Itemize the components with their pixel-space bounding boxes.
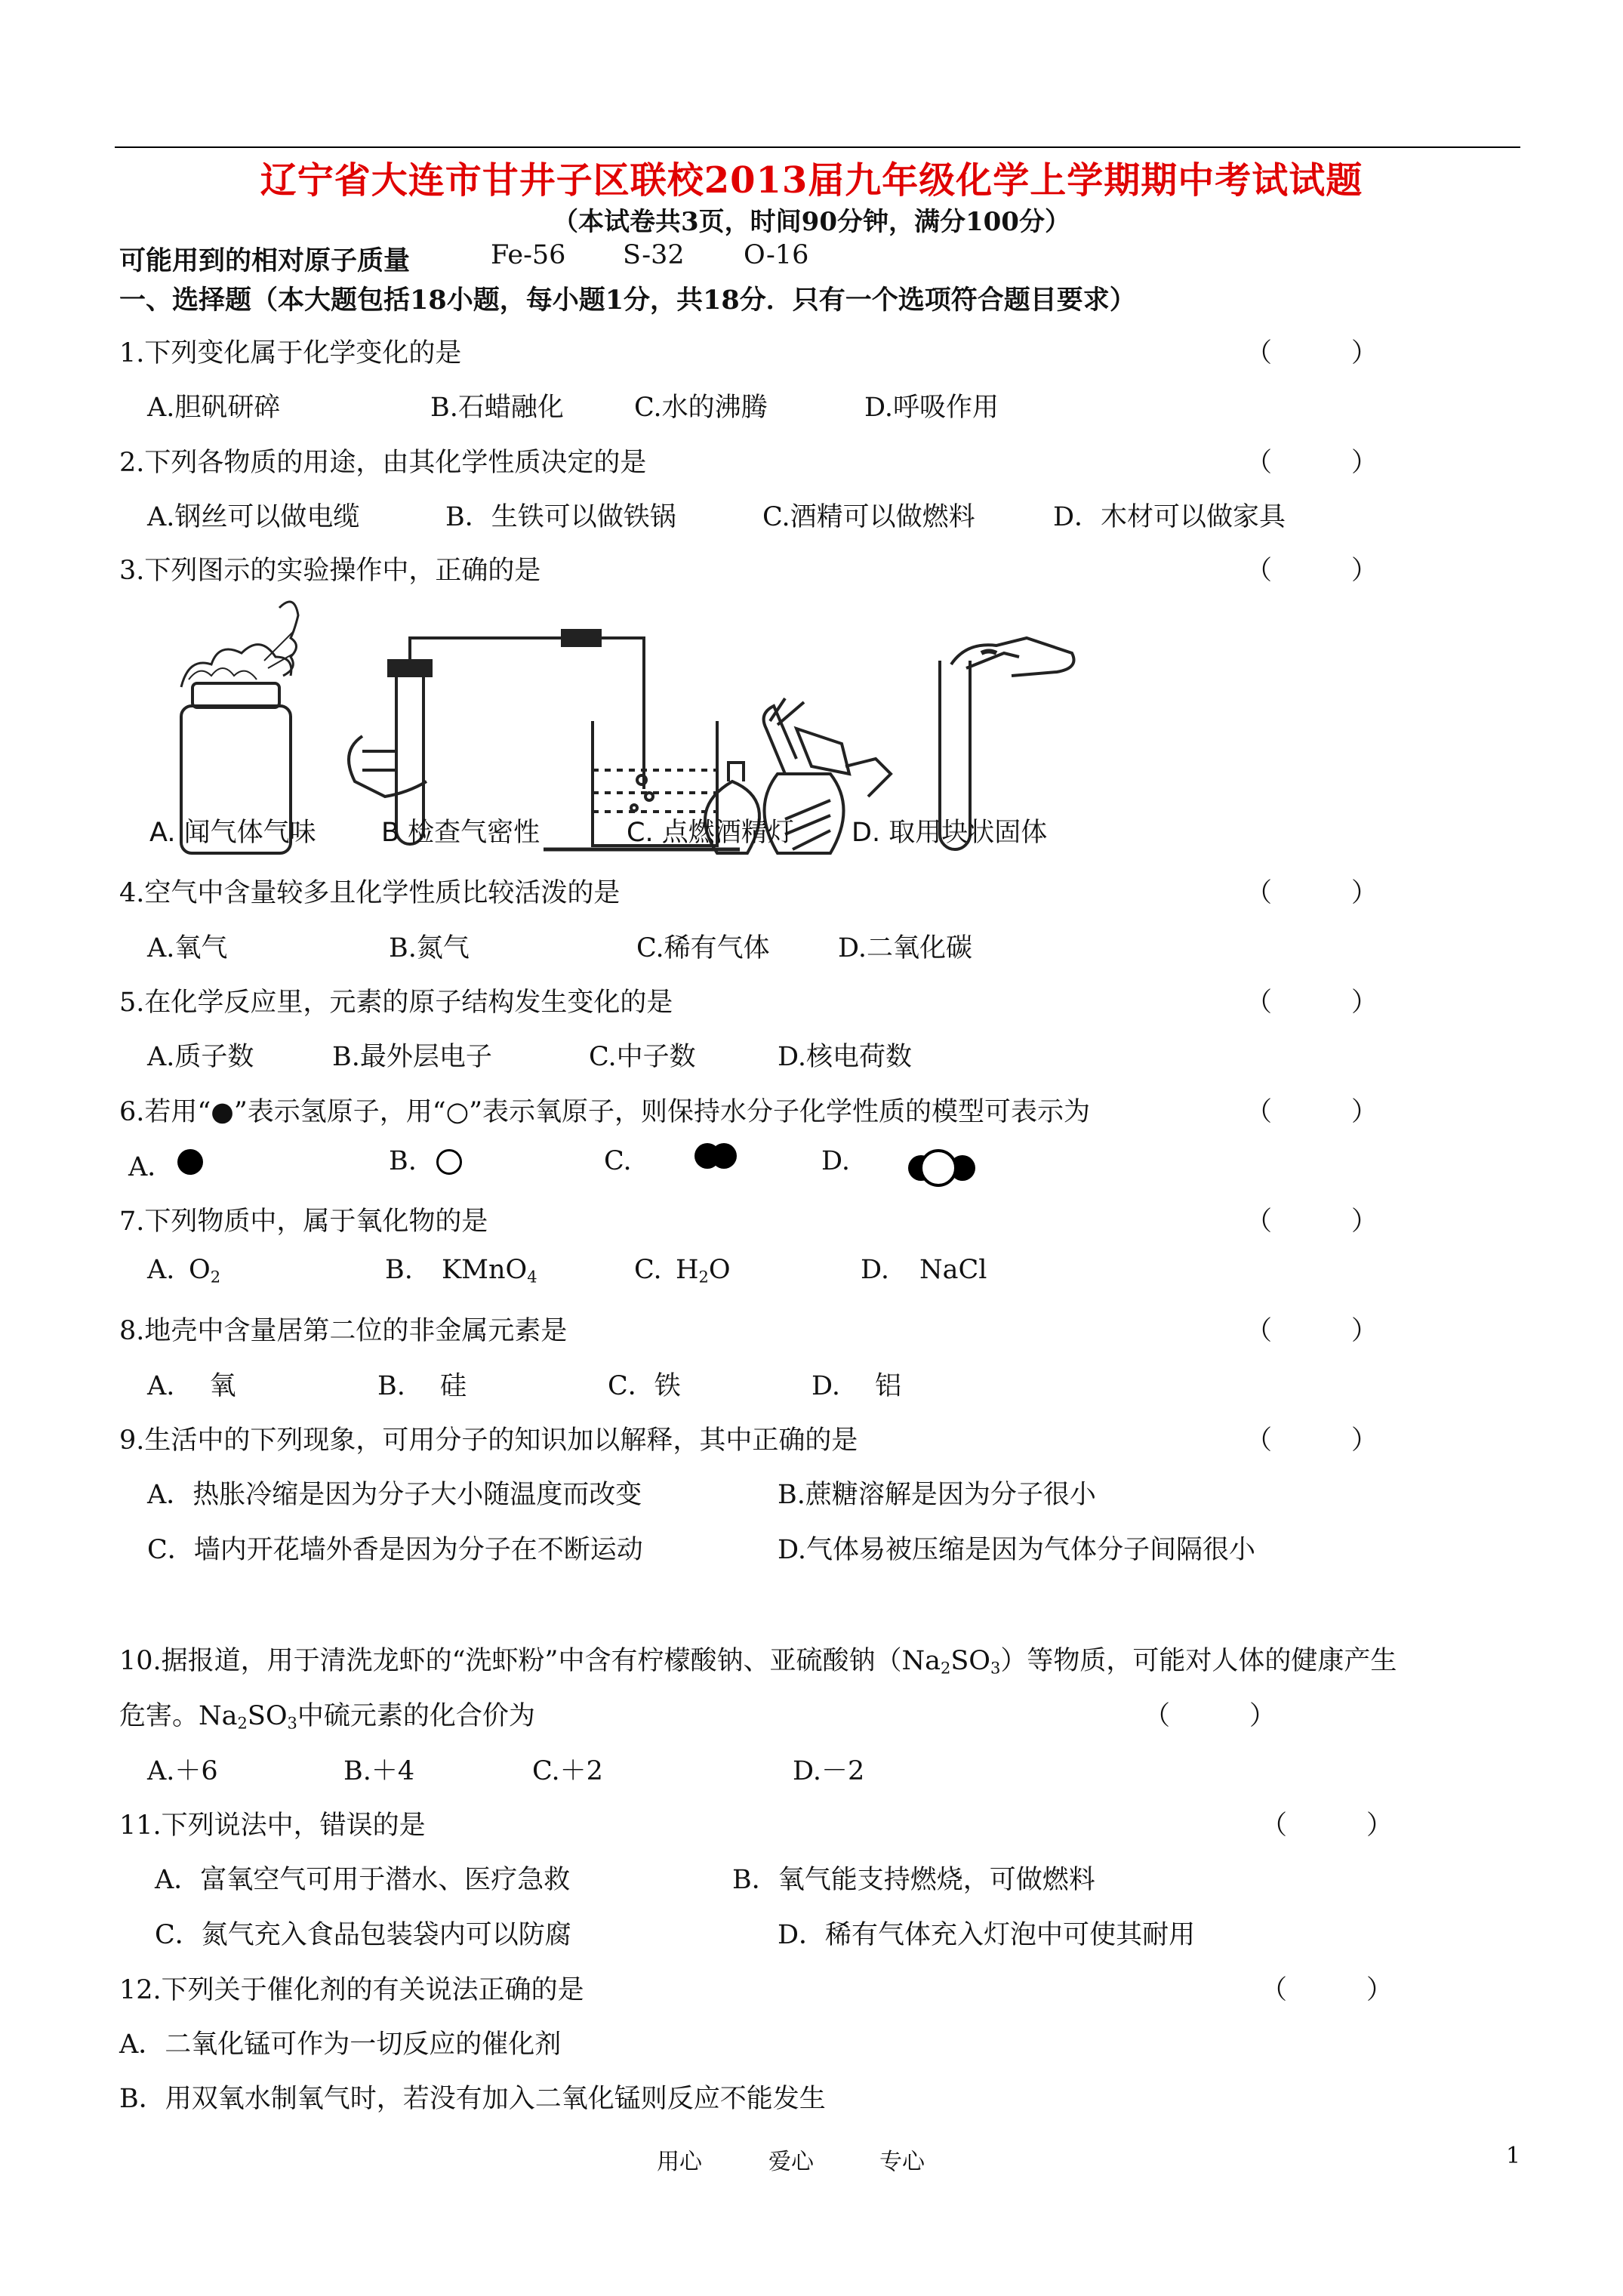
q11-option-c: C．氮气充入食品包装袋内可以防腐 bbox=[155, 1920, 571, 1950]
hydrogen-molecule-model-icon bbox=[711, 1143, 737, 1169]
q9-option-c: C．墙内开花墙外香是因为分子在不断运动 bbox=[147, 1535, 643, 1565]
question-11-stem: 11.下列说法中，错误的是 bbox=[119, 1811, 426, 1841]
footer-item-2: 爱心 bbox=[768, 2149, 814, 2175]
q9-option-a: A．热胀冷缩是因为分子大小随温度而改变 bbox=[147, 1480, 642, 1510]
question-7-stem: 7.下列物质中，属于氧化物的是 bbox=[119, 1207, 488, 1237]
q9-option-d: D.气体易被压缩是因为气体分子间隔很小 bbox=[778, 1535, 1255, 1565]
caption-a: A. 闻气体气味 bbox=[149, 818, 316, 848]
document-title: 辽宁省大连市甘井子区联校2013届九年级化学上学期期中考试试题 bbox=[260, 159, 1363, 202]
q7-formula-a: $O_2$ bbox=[189, 1255, 221, 1287]
footer-item-1: 用心 bbox=[657, 2149, 702, 2175]
question-9-stem: 9.生活中的下列现象，可用分子的知识加以解释，其中正确的是 bbox=[119, 1425, 858, 1456]
q10-option-b: B.＋4 bbox=[343, 1756, 415, 1786]
document-subtitle: （本试卷共3页，时间90分钟，满分100分） bbox=[553, 207, 1070, 237]
q10-option-d: D.－2 bbox=[793, 1756, 865, 1786]
question-12-stem: 12.下列关于催化剂的有关说法正确的是 bbox=[119, 1975, 584, 2005]
question-3-stem: 3.下列图示的实验操作中，正确的是 bbox=[119, 556, 541, 586]
question-1-stem: 1.下列变化属于化学变化的是 bbox=[119, 338, 462, 368]
q1-option-d: D.呼吸作用 bbox=[864, 393, 999, 423]
hydrogen-atom-model-icon bbox=[177, 1149, 203, 1175]
question-8-stem: 8.地壳中含量居第二位的非金属元素是 bbox=[119, 1316, 568, 1346]
atomic-mass-label: 可能用到的相对原子质量 bbox=[119, 245, 411, 276]
q7-label-b: B. bbox=[385, 1255, 413, 1285]
caption-b: B 检查气密性 bbox=[381, 818, 540, 848]
q7-formula-c: $H_2O$ bbox=[676, 1255, 731, 1287]
q2-option-b: B．生铁可以做铁锅 bbox=[445, 502, 676, 532]
answer-blank-8[interactable]: （ ） bbox=[1246, 1316, 1378, 1346]
section-heading: 一、选择题（本大题包括18小题，每小题1分，共18分．只有一个选项符合题目要求） bbox=[119, 285, 1136, 316]
question-2-stem: 2.下列各物质的用途，由其化学性质决定的是 bbox=[119, 448, 647, 478]
q6-label-d: D. bbox=[821, 1146, 850, 1176]
q12-option-b: B．用双氧水制氧气时，若没有加入二氧化锰则反应不能发生 bbox=[119, 2084, 826, 2114]
q8-option-a: A. 氧 bbox=[147, 1371, 236, 1401]
q4-option-b: B.氮气 bbox=[389, 933, 470, 963]
answer-blank-9[interactable]: （ ） bbox=[1246, 1425, 1378, 1456]
oxygen-atom-model-icon bbox=[436, 1149, 462, 1175]
atomic-mass-s: S-32 bbox=[623, 240, 685, 270]
q11-option-b: B．氧气能支持燃烧，可做燃料 bbox=[732, 1865, 1095, 1895]
q1-option-c: C.水的沸腾 bbox=[634, 393, 768, 423]
answer-blank-1[interactable]: （ ） bbox=[1246, 338, 1378, 368]
question-10-stem: 10.据报道，用于清洗龙虾的“洗虾粉”中含有柠檬酸钠、亚硫酸钠$(Na_2SO_3)$等物质，可能对人体的健康产生 bbox=[119, 1646, 1397, 1678]
answer-blank-7[interactable]: （ ） bbox=[1246, 1207, 1378, 1237]
q6-label-c: C. bbox=[604, 1146, 632, 1176]
answer-blank-6[interactable]: （ ） bbox=[1246, 1097, 1378, 1127]
q7-label-a: A. bbox=[147, 1255, 175, 1285]
atomic-mass-o: O-16 bbox=[744, 240, 809, 270]
q11-option-a: A．富氧空气可用于潜水、医疗急救 bbox=[155, 1865, 571, 1895]
q7-label-c: C. bbox=[634, 1255, 662, 1285]
q8-option-d: D. 铝 bbox=[812, 1371, 902, 1401]
q9-option-b: B.蔗糖溶解是因为分子很小 bbox=[778, 1480, 1096, 1510]
question-10-stem-line2: 危害。$Na_2SO_3$中硫元素的化合价为 bbox=[119, 1701, 535, 1733]
q1-option-a: A.胆矾研碎 bbox=[147, 393, 281, 423]
question-6-stem: 6.若用“●”表示氢原子，用“○”表示氧原子，则保持水分子化学性质的模型可表示为 bbox=[119, 1097, 1091, 1127]
q2-option-a: A.钢丝可以做电缆 bbox=[147, 502, 360, 532]
answer-blank-2[interactable]: （ ） bbox=[1246, 448, 1378, 478]
q11-option-d: D．稀有气体充入灯泡中可使其耐用 bbox=[778, 1920, 1196, 1950]
answer-blank-11[interactable]: （ ） bbox=[1261, 1811, 1394, 1841]
q7-formula-d: NaCl bbox=[919, 1255, 987, 1285]
q5-option-b: B.最外层电子 bbox=[332, 1042, 492, 1072]
answer-blank-5[interactable]: （ ） bbox=[1246, 988, 1378, 1018]
page-number: 1 bbox=[1506, 2143, 1521, 2169]
water-molecule-oxygen-icon bbox=[919, 1149, 957, 1187]
q8-option-c: C．铁 bbox=[608, 1371, 681, 1401]
q2-option-c: C.酒精可以做燃料 bbox=[762, 502, 975, 532]
q7-formula-b: KMnO$_4$ bbox=[442, 1255, 537, 1287]
q8-option-b: B. 硅 bbox=[377, 1371, 467, 1401]
q6-label-a: A． bbox=[128, 1152, 174, 1182]
top-rule bbox=[115, 146, 1520, 148]
q12-option-a: A．二氧化锰可作为一切反应的催化剂 bbox=[119, 2029, 562, 2060]
q7-label-d: D. bbox=[861, 1255, 889, 1285]
answer-blank-4[interactable]: （ ） bbox=[1246, 878, 1378, 908]
answer-blank-12[interactable]: （ ） bbox=[1261, 1975, 1394, 2005]
q10-option-a: A.＋6 bbox=[147, 1756, 218, 1786]
caption-d: D. 取用块状固体 bbox=[852, 818, 1048, 848]
q2-option-d: D．木材可以做家具 bbox=[1053, 502, 1286, 532]
question-5-stem: 5.在化学反应里，元素的原子结构发生变化的是 bbox=[119, 988, 673, 1018]
atomic-mass-fe: Fe-56 bbox=[491, 240, 566, 270]
caption-c: C. 点燃酒精灯 bbox=[627, 818, 794, 848]
q6-label-b: B. bbox=[389, 1146, 417, 1176]
q5-option-c: C.中子数 bbox=[589, 1042, 696, 1072]
q4-option-a: A.氧气 bbox=[147, 933, 228, 963]
answer-blank-10[interactable]: （ ） bbox=[1144, 1701, 1277, 1731]
q10-option-c: C.＋2 bbox=[532, 1756, 603, 1786]
q5-option-a: A.质子数 bbox=[147, 1042, 254, 1072]
footer-item-3: 专心 bbox=[879, 2149, 925, 2175]
question-4-stem: 4.空气中含量较多且化学性质比较活泼的是 bbox=[119, 878, 621, 908]
q5-option-d: D.核电荷数 bbox=[778, 1042, 912, 1072]
q1-option-b: B.石蜡融化 bbox=[430, 393, 564, 423]
q4-option-c: C.稀有气体 bbox=[636, 933, 770, 963]
q4-option-d: D.二氧化碳 bbox=[838, 933, 972, 963]
answer-blank-3[interactable]: （ ） bbox=[1246, 556, 1378, 586]
